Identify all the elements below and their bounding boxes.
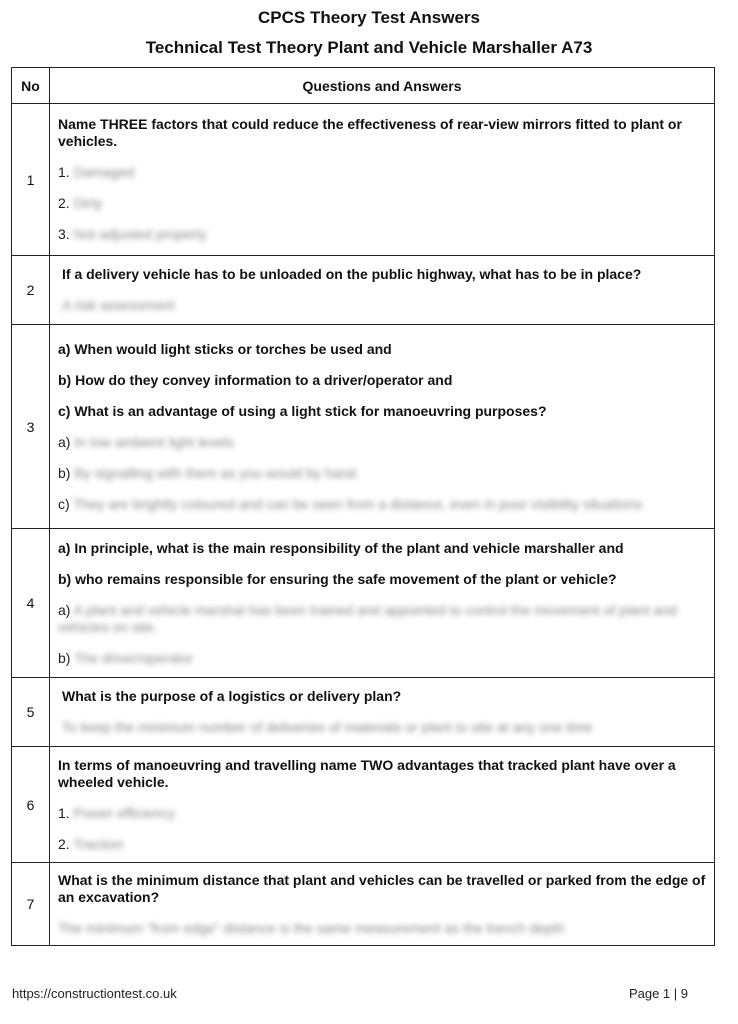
page-subtitle: Technical Test Theory Plant and Vehicle Marshaller A73 (145, 38, 593, 57)
answer-line (58, 805, 706, 822)
answer-text-blurred: Traction (73, 835, 124, 852)
table-header-row (12, 68, 715, 104)
question-cell (50, 678, 715, 747)
answer-line (58, 496, 706, 513)
answer-prefix: 2. (58, 195, 70, 211)
table-row (12, 863, 715, 946)
answer-line (58, 434, 706, 451)
table-row (12, 104, 715, 256)
question-number: 7 (12, 863, 50, 946)
answer-line (58, 602, 706, 636)
answer-text-blurred: The driver/operator (74, 649, 194, 666)
answer-line (58, 920, 706, 937)
question-text: Name THREE factors that could reduce the effectiveness of rear-view mirrors fitted to plant or vehicles. (58, 116, 682, 149)
question-number: 2 (12, 256, 50, 325)
answer-text-blurred: Power efficiency (73, 804, 176, 821)
answer-text-blurred: In low ambient light levels (74, 433, 234, 450)
answer-prefix: b) (58, 649, 71, 666)
table-row (12, 325, 715, 529)
page-title: CPCS Theory Test Answers (257, 8, 480, 27)
question-cell (50, 747, 715, 863)
answer-prefix: 1. (58, 164, 70, 180)
answer-text-blurred: They are brightly coloured and can be seen from a distance, even in poor visibility situations (73, 495, 643, 512)
answer-text-blurred: Damaged (73, 164, 135, 180)
answer-line (58, 297, 706, 314)
answer-line (58, 719, 706, 736)
question-number: 4 (12, 529, 50, 678)
question-text: b) How do they convey information to a driver/operator and (58, 371, 453, 388)
question-number: 1 (12, 104, 50, 256)
question-text: b) who remains responsible for ensuring the safe movement of the plant or vehicle? (58, 570, 617, 587)
question-text: What is the purpose of a logistics or delivery plan? (62, 688, 402, 704)
question-number: 6 (12, 747, 50, 863)
answer-prefix: c) (58, 495, 70, 512)
answer-line (58, 465, 706, 482)
table-row (12, 678, 715, 747)
answer-prefix: 1. (58, 804, 70, 821)
answer-text-blurred: Not adjusted properly (73, 226, 207, 242)
question-number: 3 (12, 325, 50, 529)
answer-text-blurred: A plant and vehicle marshal has been trained and appointed to control the movement of plant and vehicles on site. (58, 601, 677, 635)
answer-prefix: b) (58, 464, 71, 481)
question-number: 5 (12, 678, 50, 747)
answer-line (58, 650, 706, 667)
column-header-no: No (12, 68, 50, 104)
column-header-questions: Questions and Answers (50, 68, 715, 104)
answer-text-blurred: To keep the minimum number of deliveries of materials or plant to site at any one time (62, 719, 593, 735)
answer-text-blurred: A risk assessment (62, 297, 175, 313)
question-cell (50, 325, 715, 529)
question-text: In terms of manoeuvring and travelling name TWO advantages that tracked plant have over a wheeled vehicle. (58, 756, 676, 790)
qa-table-body (12, 104, 715, 946)
question-text: If a delivery vehicle has to be unloaded on the public highway, what has to be in place? (62, 266, 642, 282)
table-row (12, 256, 715, 325)
answer-prefix: a) (58, 601, 71, 618)
answer-line (58, 195, 706, 212)
qa-table (11, 67, 715, 946)
answer-prefix: 2. (58, 835, 70, 852)
table-row (12, 747, 715, 863)
question-text: a) When would light sticks or torches be used and (58, 340, 392, 357)
answer-text-blurred: Dirty (73, 195, 103, 211)
question-cell (50, 256, 715, 325)
answer-prefix: 3. (58, 226, 70, 242)
question-text: a) In principle, what is the main responsibility of the plant and vehicle marshaller and (58, 539, 624, 556)
answer-line (58, 226, 706, 243)
footer-page-number: Page 1 | 9 (628, 986, 688, 1001)
footer-url[interactable]: https://constructiontest.co.uk (12, 986, 177, 1001)
answer-line (58, 164, 706, 181)
question-cell (50, 529, 715, 678)
answer-line (58, 836, 706, 853)
question-cell (50, 863, 715, 946)
question-text: c) What is an advantage of using a light stick for manoeuvring purposes? (58, 402, 547, 419)
answer-text-blurred: By signalling with them as you would by hand (74, 464, 357, 481)
question-text: What is the minimum distance that plant and vehicles can be travelled or parked from the edge of an excavation? (58, 871, 706, 905)
answer-text-blurred: The minimum "from edge" distance is the same measurement as the trench depth (58, 919, 565, 936)
question-cell (50, 104, 715, 256)
answer-prefix: a) (58, 433, 71, 450)
table-row (12, 529, 715, 678)
